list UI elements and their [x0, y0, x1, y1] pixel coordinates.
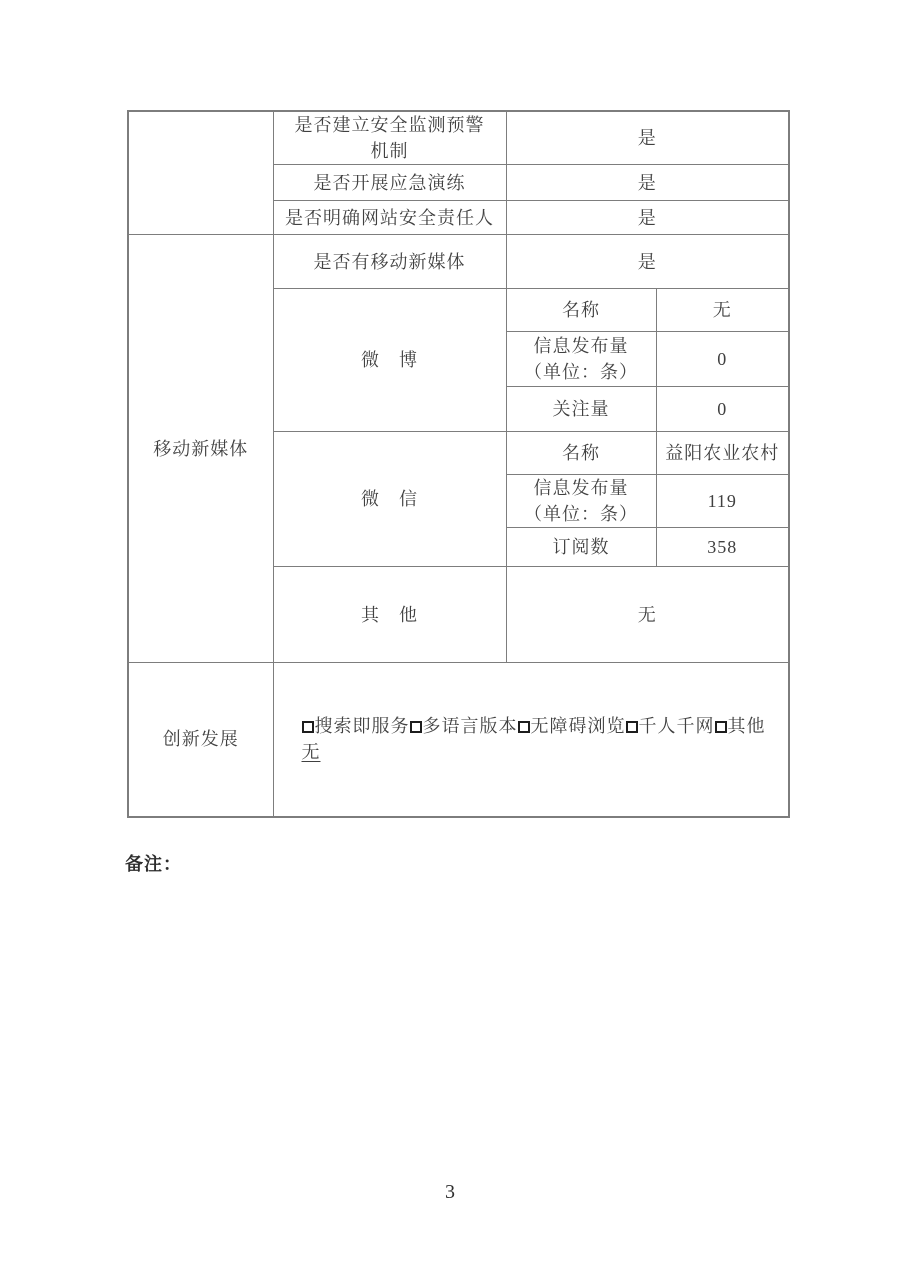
notes-label: 备注： — [125, 854, 182, 874]
wechat-posts-label-line2: （单位：条） — [524, 504, 638, 524]
innovation-other-value: 无 — [301, 742, 321, 763]
security-answer-cell: 是 — [506, 165, 789, 201]
wechat-posts-label-line1: 信息发布量 — [533, 478, 629, 498]
security-question-cell: 是否明确网站安全责任人 — [273, 201, 506, 235]
wechat-posts-value-cell: 119 — [656, 475, 789, 528]
innovation-option-label: 搜索即服务 — [314, 716, 410, 737]
weibo-posts-value-cell: 0 — [656, 332, 789, 387]
has-mobile-answer-cell: 是 — [506, 235, 789, 289]
weibo-posts-label-cell — [506, 332, 656, 387]
table-row — [128, 663, 789, 817]
security-question-line2: 机制 — [370, 141, 409, 161]
wechat-name-value-cell: 益阳农业农村 — [656, 432, 789, 475]
weibo-name-value-cell: 无 — [656, 289, 789, 332]
security-question-cell: 是否开展应急演练 — [273, 165, 506, 201]
checkbox-icon — [302, 721, 314, 733]
weibo-label-cell: 微 博 — [273, 289, 506, 432]
prev-section-empty-cell — [128, 111, 273, 235]
innovation-option-label: 千人千网 — [638, 716, 715, 737]
report-table — [127, 110, 790, 818]
wechat-posts-label-cell — [506, 475, 656, 528]
innovation-option-label: 无障碍浏览 — [530, 716, 626, 737]
wechat-subscribers-value-cell: 358 — [656, 528, 789, 567]
weibo-posts-label-line2: （单位：条） — [524, 362, 638, 382]
security-answer-cell: 是 — [506, 201, 789, 235]
innovation-section-label: 创新发展 — [128, 663, 273, 817]
security-question-line1: 是否建立安全监测预警 — [294, 115, 485, 135]
security-question-cell — [273, 111, 506, 165]
has-mobile-question-cell: 是否有移动新媒体 — [273, 235, 506, 289]
innovation-option — [410, 716, 518, 736]
checkbox-icon — [518, 721, 530, 733]
weibo-posts-label-line1: 信息发布量 — [533, 336, 629, 356]
weibo-followers-value-cell: 0 — [656, 387, 789, 432]
innovation-option-label: 多语言版本 — [422, 716, 518, 737]
innovation-option — [518, 716, 626, 736]
wechat-name-label-cell: 名称 — [506, 432, 656, 475]
page-number: 3 — [445, 1181, 455, 1203]
innovation-options-line — [302, 713, 783, 739]
weibo-followers-label-cell: 关注量 — [506, 387, 656, 432]
wechat-label-cell: 微 信 — [273, 432, 506, 567]
innovation-option — [302, 716, 410, 736]
other-media-value-cell: 无 — [506, 567, 789, 663]
checkbox-icon — [715, 721, 727, 733]
mobile-media-section-label: 移动新媒体 — [128, 235, 273, 663]
weibo-name-label-cell: 名称 — [506, 289, 656, 332]
checkbox-icon — [410, 721, 422, 733]
checkbox-icon — [626, 721, 638, 733]
innovation-option-label: 其他 — [727, 716, 766, 737]
wechat-subscribers-label-cell: 订阅数 — [506, 528, 656, 567]
innovation-option — [626, 716, 715, 736]
other-media-label-cell: 其 他 — [273, 567, 506, 663]
innovation-option — [715, 716, 766, 736]
table-row — [128, 111, 789, 165]
table-row — [128, 235, 789, 289]
innovation-options-cell — [273, 663, 789, 817]
security-answer-cell: 是 — [506, 111, 789, 165]
